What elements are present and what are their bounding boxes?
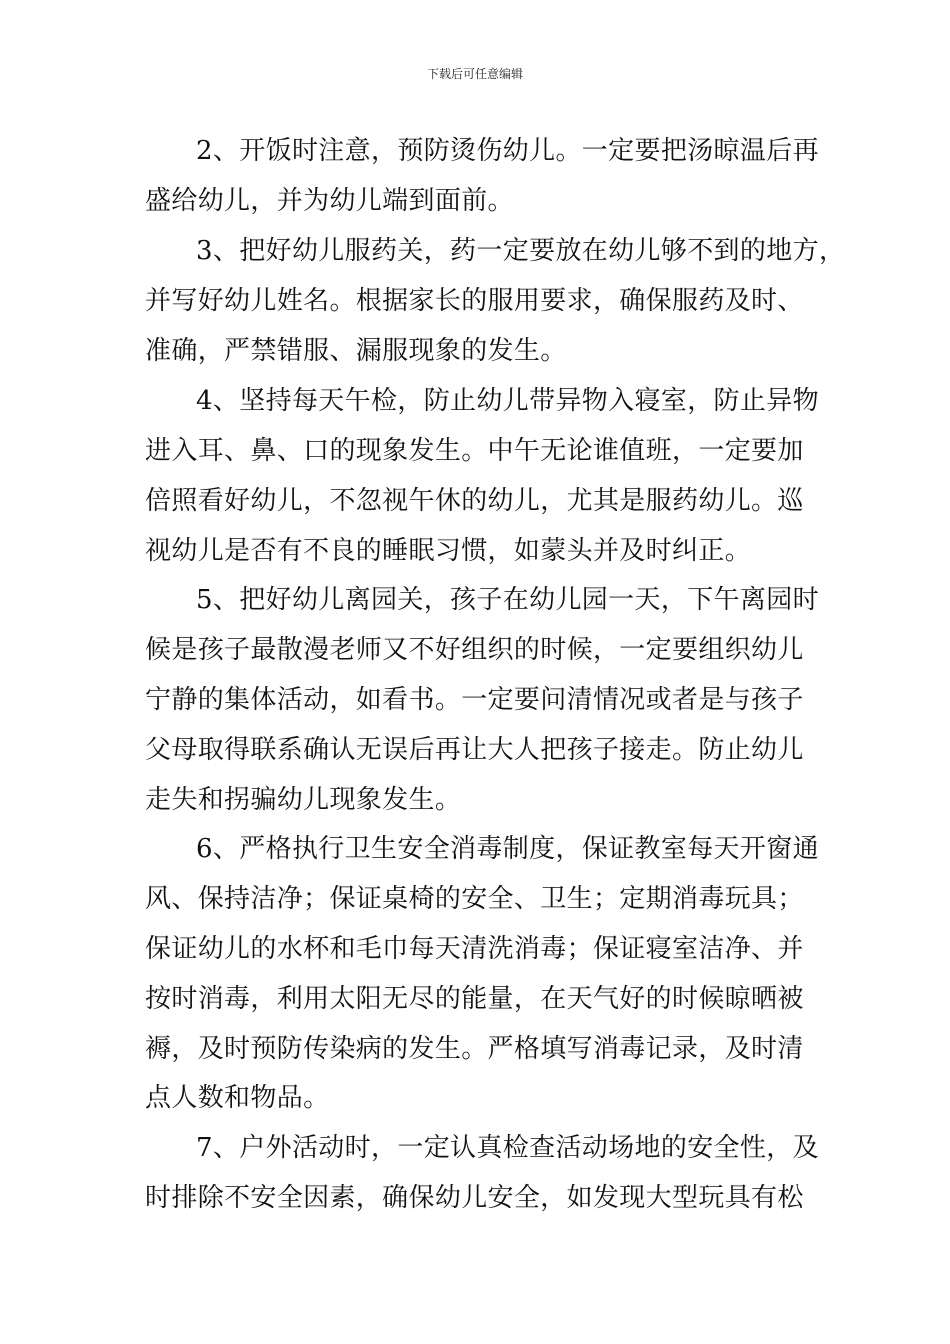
paragraph-6-line-3: 保证幼儿的水杯和毛巾每天清洗消毒；保证寝室洁净、并 bbox=[145, 934, 804, 964]
paragraph-5-line-3: 宁静的集体活动，如看书。一定要问清情况或者是与孩子 bbox=[145, 685, 804, 715]
paragraph-3-line-1: 3、把好幼儿服药关，药一定要放在幼儿够不到的地方， bbox=[196, 236, 846, 266]
paragraph-5-line-2: 候是孩子最散漫老师又不好组织的时候，一定要组织幼儿 bbox=[145, 635, 804, 665]
paragraph-2-line-2: 盛给幼儿，并为幼儿端到面前。 bbox=[145, 186, 514, 216]
paragraph-4-line-1: 4、坚持每天午检，防止幼儿带异物入寝室，防止异物 bbox=[196, 386, 819, 416]
paragraph-6-line-5: 褥，及时预防传染病的发生。严格填写消毒记录，及时清 bbox=[145, 1034, 804, 1064]
paragraph-5-line-5: 走失和拐骗幼儿现象发生。 bbox=[145, 785, 462, 815]
paragraph-7-line-1: 7、户外活动时，一定认真检查活动场地的安全性，及 bbox=[196, 1133, 819, 1163]
paragraph-6-line-1: 6、严格执行卫生安全消毒制度，保证教室每天开窗通 bbox=[196, 834, 819, 864]
paragraph-5-line-4: 父母取得联系确认无误后再让大人把孩子接走。防止幼儿 bbox=[145, 735, 804, 765]
paragraph-6-line-6: 点人数和物品。 bbox=[145, 1083, 330, 1113]
paragraph-5-line-1: 5、把好幼儿离园关，孩子在幼儿园一天，下午离园时 bbox=[196, 585, 819, 615]
paragraph-3-line-2: 并写好幼儿姓名。根据家长的服用要求，确保服药及时、 bbox=[145, 286, 804, 316]
paragraph-7-line-2: 时排除不安全因素，确保幼儿安全，如发现大型玩具有松 bbox=[145, 1183, 804, 1213]
paragraph-4-line-4: 视幼儿是否有不良的睡眠习惯，如蒙头并及时纠正。 bbox=[145, 536, 752, 566]
paragraph-4-line-3: 倍照看好幼儿，不忽视午休的幼儿，尤其是服药幼儿。巡 bbox=[145, 486, 804, 516]
paragraph-6-line-4: 按时消毒，利用太阳无尽的能量，在天气好的时候晾晒被 bbox=[145, 984, 804, 1014]
paragraph-2-line-1: 2、开饭时注意，预防烫伤幼儿。一定要把汤晾温后再 bbox=[196, 136, 819, 166]
header-note: 下载后可任意编辑 bbox=[426, 67, 523, 81]
paragraph-6-line-2: 风、保持洁净；保证桌椅的安全、卫生；定期消毒玩具； bbox=[145, 884, 804, 914]
paragraph-4-line-2: 进入耳、鼻、口的现象发生。中午无论谁值班，一定要加 bbox=[145, 436, 804, 466]
paragraph-3-line-3: 准确，严禁错服、漏服现象的发生。 bbox=[145, 336, 567, 366]
